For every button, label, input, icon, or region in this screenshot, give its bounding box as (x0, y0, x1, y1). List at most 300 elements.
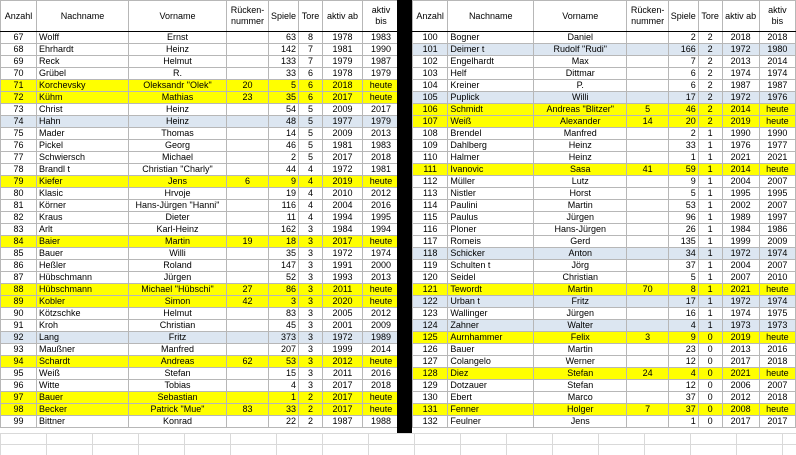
cell-spiele[interactable]: 22 (269, 416, 299, 428)
cell-spiele[interactable]: 37 (668, 260, 698, 272)
cell-vorname[interactable]: Marco (534, 392, 627, 404)
cell-spiele[interactable]: 142 (269, 44, 299, 56)
cell-nachname[interactable]: Bauer (37, 392, 129, 404)
cell-tore[interactable]: 4 (299, 212, 323, 224)
cell-tore[interactable]: 1 (698, 284, 722, 296)
cell-anzahl[interactable]: 104 (413, 80, 448, 92)
cell-spiele[interactable]: 9 (668, 176, 698, 188)
cell-nachname[interactable]: Brandl t (37, 164, 129, 176)
cell-vorname[interactable]: Willi (534, 92, 627, 104)
cell-vorname[interactable]: R. (129, 68, 227, 80)
cell-rueckennummer[interactable] (227, 224, 269, 236)
cell-vorname[interactable]: Karl-Heinz (129, 224, 227, 236)
cell-nachname[interactable]: Lang (37, 332, 129, 344)
cell-spiele[interactable]: 1 (668, 416, 698, 428)
cell-aktiv-ab[interactable]: 2017 (323, 380, 363, 392)
cell-nachname[interactable]: Weiß (448, 116, 534, 128)
cell-vorname[interactable]: Sasa (534, 164, 627, 176)
cell-rueckennummer[interactable] (227, 272, 269, 284)
cell-tore[interactable]: 1 (698, 212, 722, 224)
cell-aktiv-ab[interactable]: 1976 (722, 140, 759, 152)
cell-vorname[interactable]: Tobias (129, 380, 227, 392)
cell-spiele[interactable]: 33 (269, 404, 299, 416)
cell-aktiv-bis[interactable]: heute (363, 404, 400, 416)
cell-spiele[interactable]: 8 (668, 284, 698, 296)
cell-tore[interactable]: 5 (299, 104, 323, 116)
cell-rueckennummer[interactable]: 6 (227, 176, 269, 188)
cell-aktiv-bis[interactable]: 2016 (759, 344, 795, 356)
cell-vorname[interactable]: Alexander (534, 116, 627, 128)
cell-spiele[interactable]: 86 (269, 284, 299, 296)
cell-rueckennummer[interactable] (627, 32, 668, 44)
cell-vorname[interactable]: Hans-Jürgen (534, 224, 627, 236)
cell-rueckennummer[interactable]: 24 (627, 368, 668, 380)
cell-vorname[interactable]: Fritz (534, 296, 627, 308)
cell-anzahl[interactable]: 76 (1, 140, 37, 152)
cell-aktiv-ab[interactable]: 1974 (722, 308, 759, 320)
cell-vorname[interactable]: Andreas "Blitzer" (534, 104, 627, 116)
cell-aktiv-ab[interactable]: 2019 (722, 116, 759, 128)
cell-tore[interactable]: 5 (299, 152, 323, 164)
cell-nachname[interactable]: Ehrhardt (37, 44, 129, 56)
cell-nachname[interactable]: Kiefer (37, 176, 129, 188)
cell-tore[interactable]: 1 (698, 188, 722, 200)
cell-nachname[interactable]: Engelhardt (448, 56, 534, 68)
cell-spiele[interactable]: 96 (668, 212, 698, 224)
cell-spiele[interactable]: 1 (668, 152, 698, 164)
cell-spiele[interactable]: 37 (668, 404, 698, 416)
cell-tore[interactable]: 4 (299, 188, 323, 200)
cell-aktiv-ab[interactable]: 1972 (722, 92, 759, 104)
cell-aktiv-ab[interactable]: 2012 (722, 392, 759, 404)
cell-spiele[interactable]: 166 (668, 44, 698, 56)
cell-nachname[interactable]: Christ (37, 104, 129, 116)
cell-rueckennummer[interactable] (627, 248, 668, 260)
cell-vorname[interactable]: Ernst (129, 32, 227, 44)
cell-tore[interactable]: 1 (698, 140, 722, 152)
cell-aktiv-bis[interactable]: 1983 (363, 32, 400, 44)
cell-vorname[interactable]: Jens (129, 176, 227, 188)
cell-aktiv-ab[interactable]: 1981 (323, 140, 363, 152)
cell-nachname[interactable]: Maußner (37, 344, 129, 356)
cell-nachname[interactable]: Brendel (448, 128, 534, 140)
cell-anzahl[interactable]: 126 (413, 344, 448, 356)
cell-anzahl[interactable]: 118 (413, 248, 448, 260)
cell-spiele[interactable]: 9 (668, 332, 698, 344)
cell-vorname[interactable]: Martin (534, 200, 627, 212)
cell-aktiv-bis[interactable]: 1980 (759, 44, 795, 56)
cell-vorname[interactable]: Lutz (534, 176, 627, 188)
cell-spiele[interactable]: 33 (269, 68, 299, 80)
cell-aktiv-bis[interactable]: 2012 (363, 308, 400, 320)
cell-nachname[interactable]: Deimer t (448, 44, 534, 56)
cell-tore[interactable]: 2 (299, 404, 323, 416)
cell-tore[interactable]: 3 (299, 296, 323, 308)
cell-aktiv-ab[interactable]: 2010 (323, 188, 363, 200)
header-vorname[interactable]: Vorname (534, 1, 627, 32)
cell-aktiv-bis[interactable]: 2017 (363, 104, 400, 116)
cell-nachname[interactable]: Müller (448, 176, 534, 188)
cell-tore[interactable]: 3 (299, 260, 323, 272)
cell-vorname[interactable]: Sebastian (129, 392, 227, 404)
cell-rueckennummer[interactable] (227, 416, 269, 428)
cell-aktiv-bis[interactable]: 1990 (363, 44, 400, 56)
cell-vorname[interactable]: Horst (534, 188, 627, 200)
cell-nachname[interactable]: Kobler (37, 296, 129, 308)
cell-anzahl[interactable]: 92 (1, 332, 37, 344)
cell-vorname[interactable]: Max (534, 56, 627, 68)
empty-spreadsheet-area[interactable] (0, 433, 796, 455)
cell-tore[interactable]: 6 (299, 92, 323, 104)
cell-nachname[interactable]: Kötzschke (37, 308, 129, 320)
cell-nachname[interactable]: Schulten t (448, 260, 534, 272)
cell-rueckennummer[interactable] (627, 380, 668, 392)
cell-anzahl[interactable]: 98 (1, 404, 37, 416)
cell-vorname[interactable]: Christian (129, 320, 227, 332)
cell-tore[interactable]: 3 (299, 236, 323, 248)
cell-nachname[interactable]: Hübschmann (37, 284, 129, 296)
cell-rueckennummer[interactable]: 83 (227, 404, 269, 416)
cell-nachname[interactable]: Nistler (448, 188, 534, 200)
cell-tore[interactable]: 1 (698, 272, 722, 284)
cell-tore[interactable]: 0 (698, 356, 722, 368)
cell-aktiv-bis[interactable]: 2013 (363, 128, 400, 140)
cell-tore[interactable]: 1 (698, 224, 722, 236)
cell-aktiv-ab[interactable]: 2004 (722, 260, 759, 272)
cell-nachname[interactable]: Schwiersch (37, 152, 129, 164)
cell-nachname[interactable]: Paulini (448, 200, 534, 212)
cell-spiele[interactable]: 34 (668, 248, 698, 260)
cell-spiele[interactable]: 2 (668, 128, 698, 140)
cell-anzahl[interactable]: 91 (1, 320, 37, 332)
cell-spiele[interactable]: 2 (269, 152, 299, 164)
cell-aktiv-bis[interactable]: 2014 (363, 344, 400, 356)
cell-aktiv-ab[interactable]: 1984 (323, 224, 363, 236)
cell-vorname[interactable]: P. (534, 80, 627, 92)
cell-anzahl[interactable]: 121 (413, 284, 448, 296)
cell-vorname[interactable]: Michael "Hübschi" (129, 284, 227, 296)
header-tore[interactable]: Tore (299, 1, 323, 32)
cell-rueckennummer[interactable] (227, 248, 269, 260)
cell-vorname[interactable]: Jens (534, 416, 627, 428)
cell-nachname[interactable]: Halmer (448, 152, 534, 164)
cell-rueckennummer[interactable] (227, 368, 269, 380)
cell-spiele[interactable]: 53 (269, 356, 299, 368)
cell-vorname[interactable]: Patrick "Mue" (129, 404, 227, 416)
cell-tore[interactable]: 5 (299, 128, 323, 140)
cell-tore[interactable]: 3 (299, 248, 323, 260)
cell-anzahl[interactable]: 113 (413, 188, 448, 200)
cell-anzahl[interactable]: 88 (1, 284, 37, 296)
cell-anzahl[interactable]: 106 (413, 104, 448, 116)
cell-aktiv-bis[interactable]: 2018 (363, 152, 400, 164)
cell-aktiv-ab[interactable]: 2004 (722, 176, 759, 188)
cell-anzahl[interactable]: 128 (413, 368, 448, 380)
header-rueckennummer[interactable]: Rücken-nummer (627, 1, 668, 32)
cell-nachname[interactable]: Bauer (448, 344, 534, 356)
cell-spiele[interactable]: 1 (269, 392, 299, 404)
cell-rueckennummer[interactable] (227, 32, 269, 44)
cell-anzahl[interactable]: 119 (413, 260, 448, 272)
cell-aktiv-ab[interactable]: 1972 (323, 248, 363, 260)
cell-tore[interactable]: 5 (299, 116, 323, 128)
cell-tore[interactable]: 5 (299, 140, 323, 152)
cell-vorname[interactable]: Heinz (534, 140, 627, 152)
cell-rueckennummer[interactable] (627, 140, 668, 152)
cell-vorname[interactable]: Willi (129, 248, 227, 260)
cell-vorname[interactable]: Rudolf "Rudi" (534, 44, 627, 56)
cell-nachname[interactable]: Grübel (37, 68, 129, 80)
cell-anzahl[interactable]: 70 (1, 68, 37, 80)
cell-tore[interactable]: 0 (698, 404, 722, 416)
cell-spiele[interactable]: 48 (269, 116, 299, 128)
cell-aktiv-bis[interactable]: 2010 (759, 272, 795, 284)
cell-rueckennummer[interactable] (227, 116, 269, 128)
cell-vorname[interactable]: Dittmar (534, 68, 627, 80)
cell-rueckennummer[interactable] (627, 176, 668, 188)
header-vorname[interactable]: Vorname (129, 1, 227, 32)
cell-anzahl[interactable]: 124 (413, 320, 448, 332)
cell-tore[interactable]: 2 (698, 68, 722, 80)
cell-nachname[interactable]: Becker (37, 404, 129, 416)
cell-anzahl[interactable]: 80 (1, 188, 37, 200)
cell-vorname[interactable]: Heinz (129, 44, 227, 56)
cell-aktiv-ab[interactable]: 2017 (722, 416, 759, 428)
cell-vorname[interactable]: Stefan (534, 368, 627, 380)
cell-anzahl[interactable]: 86 (1, 260, 37, 272)
cell-tore[interactable]: 3 (299, 332, 323, 344)
cell-spiele[interactable]: 373 (269, 332, 299, 344)
cell-rueckennummer[interactable] (627, 44, 668, 56)
cell-aktiv-bis[interactable]: 1995 (363, 212, 400, 224)
cell-nachname[interactable]: Schardt (37, 356, 129, 368)
cell-aktiv-bis[interactable]: 2000 (363, 260, 400, 272)
cell-aktiv-bis[interactable]: 2013 (363, 272, 400, 284)
cell-anzahl[interactable]: 87 (1, 272, 37, 284)
cell-spiele[interactable]: 6 (668, 80, 698, 92)
cell-vorname[interactable]: Roland (129, 260, 227, 272)
cell-aktiv-bis[interactable]: 1987 (759, 80, 795, 92)
cell-vorname[interactable]: Martin (534, 284, 627, 296)
cell-aktiv-bis[interactable]: heute (363, 92, 400, 104)
cell-aktiv-ab[interactable]: 1984 (722, 224, 759, 236)
cell-nachname[interactable]: Ebert (448, 392, 534, 404)
cell-rueckennummer[interactable] (627, 416, 668, 428)
cell-anzahl[interactable]: 116 (413, 224, 448, 236)
cell-aktiv-bis[interactable]: 1981 (363, 164, 400, 176)
cell-aktiv-bis[interactable]: 1973 (759, 320, 795, 332)
cell-aktiv-ab[interactable]: 2004 (323, 200, 363, 212)
cell-aktiv-ab[interactable]: 1989 (722, 212, 759, 224)
cell-tore[interactable]: 1 (698, 128, 722, 140)
cell-vorname[interactable]: Walter (534, 320, 627, 332)
cell-aktiv-bis[interactable]: heute (363, 392, 400, 404)
cell-aktiv-bis[interactable]: 2016 (363, 200, 400, 212)
cell-aktiv-ab[interactable]: 2006 (722, 380, 759, 392)
cell-anzahl[interactable]: 90 (1, 308, 37, 320)
cell-rueckennummer[interactable] (627, 80, 668, 92)
header-aktiv-ab[interactable]: aktiv ab (722, 1, 759, 32)
cell-rueckennummer[interactable] (627, 188, 668, 200)
cell-aktiv-bis[interactable]: 1983 (363, 140, 400, 152)
cell-spiele[interactable]: 35 (269, 92, 299, 104)
cell-spiele[interactable]: 133 (269, 56, 299, 68)
cell-aktiv-ab[interactable]: 2011 (323, 284, 363, 296)
cell-aktiv-bis[interactable]: heute (363, 176, 400, 188)
cell-anzahl[interactable]: 97 (1, 392, 37, 404)
cell-vorname[interactable]: Heinz (534, 152, 627, 164)
cell-aktiv-ab[interactable]: 2017 (323, 92, 363, 104)
cell-nachname[interactable]: Kroh (37, 320, 129, 332)
cell-vorname[interactable]: Werner (534, 356, 627, 368)
cell-rueckennummer[interactable] (627, 356, 668, 368)
cell-tore[interactable]: 0 (698, 392, 722, 404)
cell-rueckennummer[interactable]: 20 (227, 80, 269, 92)
cell-aktiv-bis[interactable]: 1994 (363, 224, 400, 236)
cell-aktiv-ab[interactable]: 2017 (323, 152, 363, 164)
cell-vorname[interactable]: Martin (534, 344, 627, 356)
cell-aktiv-bis[interactable]: 2018 (759, 32, 795, 44)
cell-rueckennummer[interactable]: 5 (627, 104, 668, 116)
cell-anzahl[interactable]: 94 (1, 356, 37, 368)
cell-vorname[interactable]: Daniel (534, 32, 627, 44)
cell-spiele[interactable]: 17 (668, 296, 698, 308)
cell-aktiv-bis[interactable]: 1974 (363, 248, 400, 260)
cell-rueckennummer[interactable]: 7 (627, 404, 668, 416)
cell-rueckennummer[interactable]: 62 (227, 356, 269, 368)
cell-vorname[interactable]: Konrad (129, 416, 227, 428)
cell-vorname[interactable]: Oleksandr "Olek" (129, 80, 227, 92)
cell-aktiv-bis[interactable]: 2014 (759, 56, 795, 68)
cell-nachname[interactable]: Fenner (448, 404, 534, 416)
cell-nachname[interactable]: Helf (448, 68, 534, 80)
cell-aktiv-bis[interactable]: 2018 (759, 392, 795, 404)
cell-tore[interactable]: 7 (299, 56, 323, 68)
cell-tore[interactable]: 3 (299, 320, 323, 332)
cell-anzahl[interactable]: 108 (413, 128, 448, 140)
cell-aktiv-bis[interactable]: 1974 (759, 296, 795, 308)
cell-nachname[interactable]: Tewordt (448, 284, 534, 296)
cell-rueckennummer[interactable] (627, 200, 668, 212)
cell-aktiv-ab[interactable]: 2019 (722, 332, 759, 344)
cell-vorname[interactable]: Jürgen (534, 212, 627, 224)
cell-nachname[interactable]: Diez (448, 368, 534, 380)
cell-rueckennummer[interactable] (227, 188, 269, 200)
cell-anzahl[interactable]: 74 (1, 116, 37, 128)
cell-nachname[interactable]: Wolff (37, 32, 129, 44)
header-nachname[interactable]: Nachname (448, 1, 534, 32)
cell-rueckennummer[interactable]: 23 (227, 92, 269, 104)
cell-spiele[interactable]: 35 (269, 248, 299, 260)
cell-nachname[interactable]: Romeis (448, 236, 534, 248)
cell-aktiv-ab[interactable]: 2017 (722, 356, 759, 368)
cell-nachname[interactable]: Weiß (37, 368, 129, 380)
cell-rueckennummer[interactable] (627, 152, 668, 164)
cell-spiele[interactable]: 15 (269, 368, 299, 380)
cell-tore[interactable]: 1 (698, 308, 722, 320)
cell-spiele[interactable]: 5 (668, 188, 698, 200)
cell-tore[interactable]: 1 (698, 248, 722, 260)
cell-anzahl[interactable]: 81 (1, 200, 37, 212)
cell-anzahl[interactable]: 84 (1, 236, 37, 248)
cell-spiele[interactable]: 12 (668, 380, 698, 392)
cell-spiele[interactable]: 44 (269, 164, 299, 176)
cell-spiele[interactable]: 5 (668, 272, 698, 284)
cell-vorname[interactable]: Manfred (534, 128, 627, 140)
cell-anzahl[interactable]: 112 (413, 176, 448, 188)
cell-aktiv-ab[interactable]: 1972 (722, 296, 759, 308)
cell-spiele[interactable]: 162 (269, 224, 299, 236)
cell-aktiv-ab[interactable]: 1979 (323, 56, 363, 68)
cell-rueckennummer[interactable] (227, 152, 269, 164)
cell-vorname[interactable]: Helmut (129, 308, 227, 320)
cell-aktiv-bis[interactable]: 2017 (759, 416, 795, 428)
cell-spiele[interactable]: 6 (668, 68, 698, 80)
cell-tore[interactable]: 3 (299, 356, 323, 368)
cell-aktiv-ab[interactable]: 1972 (323, 332, 363, 344)
cell-spiele[interactable]: 33 (668, 140, 698, 152)
cell-vorname[interactable]: Jürgen (129, 272, 227, 284)
cell-aktiv-bis[interactable]: 1995 (759, 188, 795, 200)
cell-anzahl[interactable]: 127 (413, 356, 448, 368)
cell-nachname[interactable]: Paulus (448, 212, 534, 224)
cell-tore[interactable]: 2 (299, 416, 323, 428)
cell-aktiv-ab[interactable]: 1999 (323, 344, 363, 356)
cell-aktiv-ab[interactable]: 1994 (323, 212, 363, 224)
cell-anzahl[interactable]: 83 (1, 224, 37, 236)
cell-anzahl[interactable]: 105 (413, 92, 448, 104)
cell-nachname[interactable]: Arlt (37, 224, 129, 236)
cell-aktiv-ab[interactable]: 2012 (323, 356, 363, 368)
cell-nachname[interactable]: Mader (37, 128, 129, 140)
header-anzahl[interactable]: Anzahl (413, 1, 448, 32)
cell-rueckennummer[interactable] (627, 260, 668, 272)
cell-anzahl[interactable]: 123 (413, 308, 448, 320)
cell-nachname[interactable]: Kreiner (448, 80, 534, 92)
cell-anzahl[interactable]: 120 (413, 272, 448, 284)
cell-spiele[interactable]: 26 (668, 224, 698, 236)
cell-rueckennummer[interactable] (227, 308, 269, 320)
cell-anzahl[interactable]: 69 (1, 56, 37, 68)
cell-spiele[interactable]: 12 (668, 356, 698, 368)
cell-spiele[interactable]: 207 (269, 344, 299, 356)
cell-spiele[interactable]: 59 (668, 164, 698, 176)
cell-tore[interactable]: 3 (299, 224, 323, 236)
cell-anzahl[interactable]: 93 (1, 344, 37, 356)
cell-spiele[interactable]: 4 (269, 380, 299, 392)
cell-tore[interactable]: 3 (299, 380, 323, 392)
cell-rueckennummer[interactable]: 3 (627, 332, 668, 344)
cell-vorname[interactable]: Stefan (534, 380, 627, 392)
cell-aktiv-bis[interactable]: 1976 (759, 92, 795, 104)
cell-tore[interactable]: 8 (299, 32, 323, 44)
cell-nachname[interactable]: Reck (37, 56, 129, 68)
cell-aktiv-ab[interactable]: 2021 (722, 368, 759, 380)
cell-aktiv-bis[interactable]: heute (363, 296, 400, 308)
cell-rueckennummer[interactable] (227, 320, 269, 332)
cell-aktiv-ab[interactable]: 2009 (323, 104, 363, 116)
cell-aktiv-ab[interactable]: 2005 (323, 308, 363, 320)
cell-aktiv-ab[interactable]: 1973 (722, 320, 759, 332)
cell-aktiv-ab[interactable]: 1999 (722, 236, 759, 248)
cell-spiele[interactable]: 3 (269, 296, 299, 308)
cell-tore[interactable]: 2 (698, 104, 722, 116)
cell-aktiv-bis[interactable]: heute (363, 80, 400, 92)
cell-aktiv-ab[interactable]: 2008 (722, 404, 759, 416)
cell-spiele[interactable]: 4 (668, 368, 698, 380)
cell-rueckennummer[interactable]: 41 (627, 164, 668, 176)
cell-rueckennummer[interactable] (227, 68, 269, 80)
